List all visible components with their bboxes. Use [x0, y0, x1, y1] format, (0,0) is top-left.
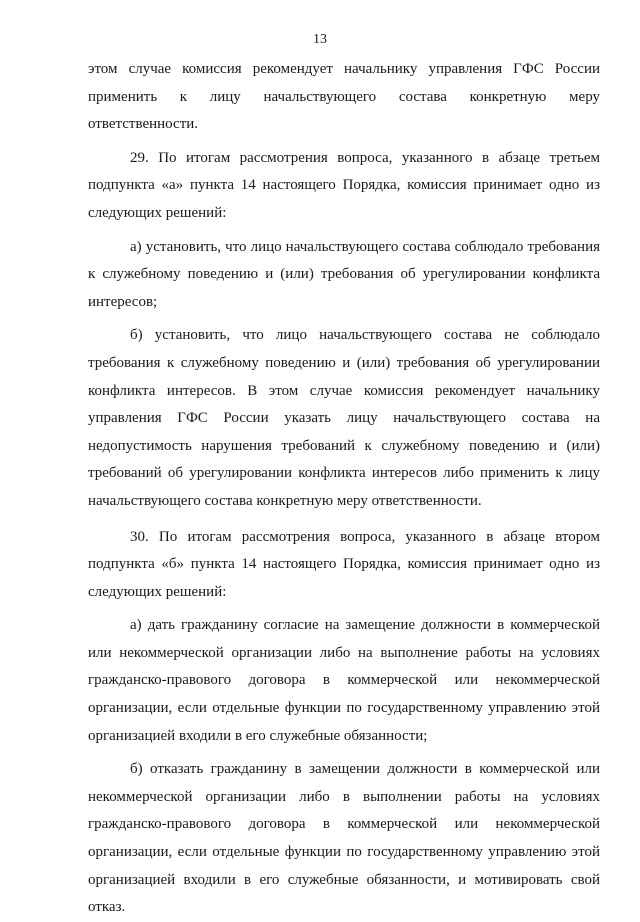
- document-body: [88, 56, 600, 922]
- paragraph-29: 29. По итогам рассмотрения вопроса, указанного в абзаце третьем подпункта «а» пункта 14 настоящего Порядка, комиссия принимает одно из следующих решений:: [88, 149, 600, 221]
- paragraph-30: 30. По итогам рассмотрения вопроса, указанного в абзаце втором подпункта «б» пункта 14 настоящего Порядка, комиссия принимает одно из следующих решений:: [88, 528, 600, 600]
- paragraph-30-b: б) отказать гражданину в замещении должности в коммерческой или некоммерческой организации либо в выполнении работы на условиях гражданско-правового договора в коммерческой или некоммерческой организации, если отдельные функции по государственному управлению этой организацией входили в его служебные обязанности, и мотивировать свой отказ.: [88, 761, 600, 916]
- paragraph-29-a: а) установить, что лицо начальствующего состава соблюдало требования к служебному поведению и (или) требования об урегулировании конфликта интересов;: [88, 238, 600, 310]
- paragraph-29-b: б) установить, что лицо начальствующего состава не соблюдало требования к служебному поведению и (или) требования об урегулировании конфликта интересов. В этом случае комиссия рекомендует начальнику управления ГФС России указать лицу начальствующего состава на недопустимость нарушения требований к служебному поведению и (или) требований об урегулировании конфликта интересов либо применить к лицу начальствующего состава конкретную меру ответственности.: [88, 327, 600, 509]
- paragraph-30-a: а) дать гражданину согласие на замещение должности в коммерческой или некоммерческой организации либо на выполнение работы на условиях гражданско-правового договора в коммерческой или некоммерческой организации, если отдельные функции по государственному управлению этой организацией входили в его служебные обязанности;: [88, 617, 600, 744]
- page-number: 13: [313, 32, 327, 47]
- paragraph-continuation: этом случае комиссия рекомендует начальнику управления ГФС России применить к лицу начальствующего состава конкретную меру ответственности.: [88, 61, 600, 133]
